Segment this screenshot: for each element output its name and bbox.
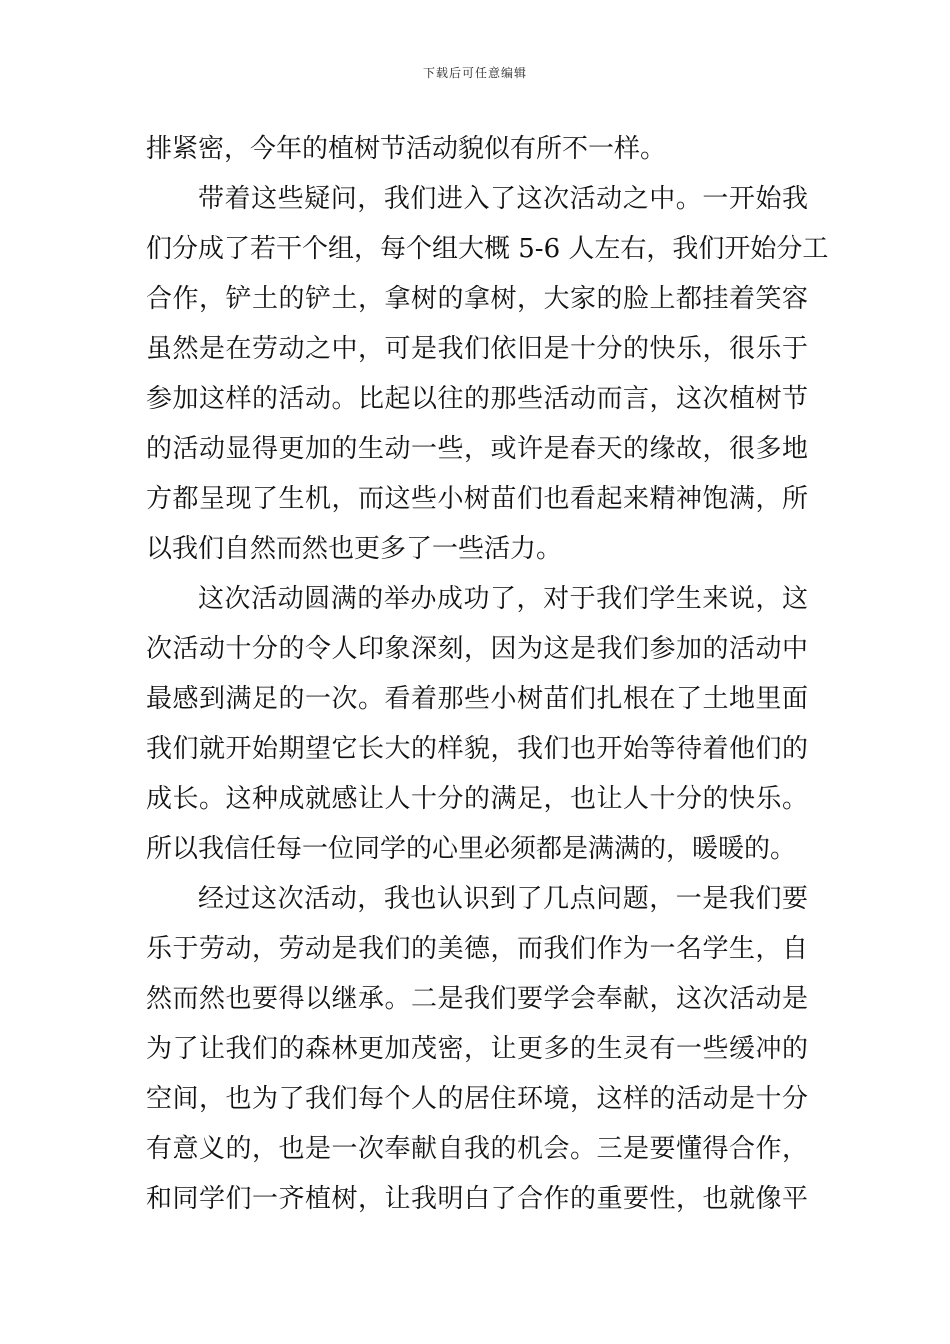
- text-line: 合作，铲土的铲土，拿树的拿树，大家的脸上都挂着笑容: [146, 284, 808, 314]
- text-line: 和同学们一齐植树，让我明白了合作的重要性，也就像平: [146, 1184, 808, 1214]
- text-line: 最感到满足的一次。看着那些小树苗们扎根在了土地里面: [146, 684, 808, 714]
- text-line: 然而然也要得以继承。二是我们要学会奉献，这次活动是: [146, 984, 808, 1014]
- text-line: 乐于劳动，劳动是我们的美德，而我们作为一名学生，自: [146, 934, 808, 964]
- text-line: 次活动十分的令人印象深刻，因为这是我们参加的活动中: [146, 634, 808, 664]
- text-line: 经过这次活动，我也认识到了几点问题，一是我们要: [198, 884, 808, 914]
- text-line: 为了让我们的森林更加茂密，让更多的生灵有一些缓冲的: [146, 1034, 808, 1064]
- text-line: 我们就开始期望它长大的样貌，我们也开始等待着他们的: [146, 734, 808, 764]
- body-text: [146, 124, 829, 1224]
- text-line: 们分成了若干个组，每个组大概 5-6 人左右，我们开始分工: [146, 234, 829, 264]
- text-line: 带着这些疑问，我们进入了这次活动之中。一开始我: [198, 184, 808, 214]
- text-line: 这次活动圆满的举办成功了，对于我们学生来说，这: [198, 584, 808, 614]
- text-line: 的活动显得更加的生动一些，或许是春天的缘故，很多地: [146, 434, 808, 464]
- text-line: 方都呈现了生机，而这些小树苗们也看起来精神饱满，所: [146, 484, 808, 514]
- page-header: 下载后可任意编辑: [422, 66, 527, 80]
- text-line: 参加这样的活动。比起以往的那些活动而言，这次植树节: [146, 384, 808, 414]
- text-line: 空间，也为了我们每个人的居住环境，这样的活动是十分: [146, 1084, 808, 1114]
- text-line: 成长。这种成就感让人十分的满足，也让人十分的快乐。: [146, 784, 808, 814]
- text-line: 有意义的，也是一次奉献自我的机会。三是要懂得合作，: [146, 1134, 808, 1164]
- text-line: 虽然是在劳动之中，可是我们依旧是十分的快乐，很乐于: [146, 334, 808, 364]
- text-line: 以我们自然而然也更多了一些活力。: [146, 534, 563, 564]
- text-line: 排紧密，今年的植树节活动貌似有所不一样。: [146, 134, 667, 164]
- text-line: 所以我信任每一位同学的心里必须都是满满的，暖暖的。: [146, 834, 797, 864]
